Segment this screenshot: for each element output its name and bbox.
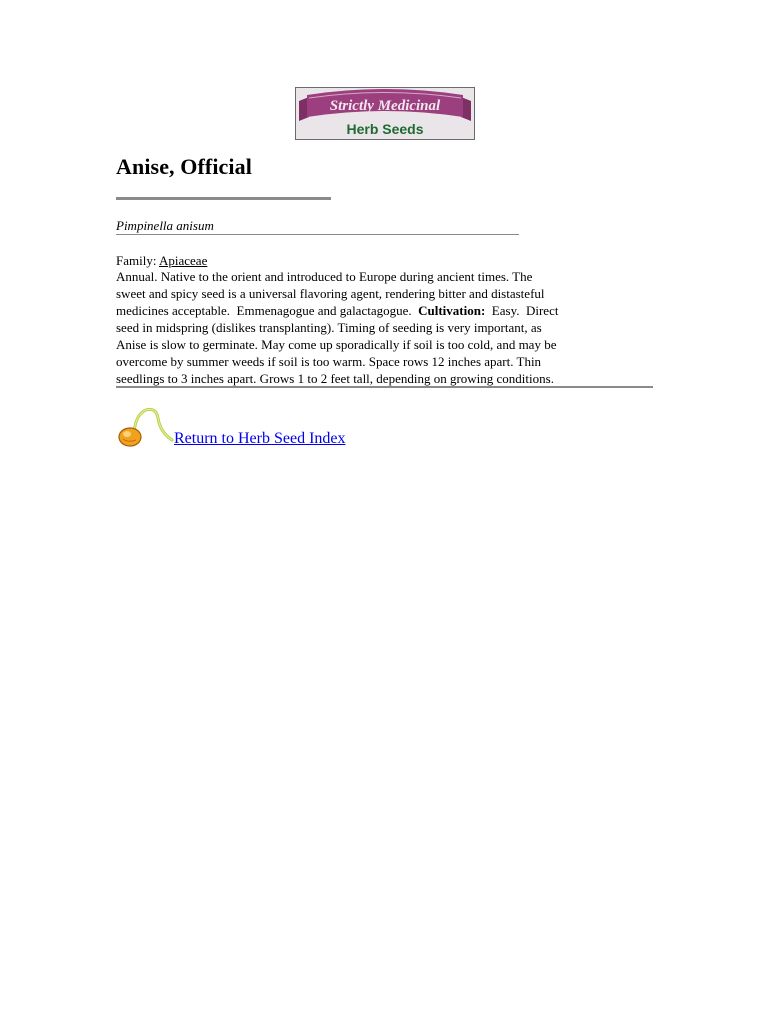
plant-description — [116, 268, 656, 387]
logo-bottom-text: Herb Seeds — [346, 121, 424, 137]
description-line: sweet and spicy seed is a universal flavoring agent, rendering bitter and distasteful — [116, 286, 545, 301]
return-nav — [116, 404, 346, 450]
cultivation-label: Cultivation: — [418, 303, 486, 318]
family-label: Family: — [116, 253, 157, 268]
return-to-index-link[interactable]: Return to Herb Seed Index — [174, 430, 346, 447]
description-line: seedlings to 3 inches apart. Grows 1 to 2 feet tall, depending on growing conditions. — [116, 371, 554, 386]
page-title: Anise, Official — [116, 154, 252, 179]
latin-name: Pimpinella anisum — [116, 218, 214, 233]
sprouting-seed-icon[interactable] — [116, 406, 174, 450]
description-line: overcome by summer weeds if soil is too warm. Space rows 12 inches apart. Thin — [116, 354, 542, 369]
description-line: Anise is slow to germinate. May come up sporadically if soil is too cold, and may be — [116, 337, 557, 352]
description-divider — [116, 386, 653, 388]
description-text: medicines acceptable. Emmenagogue and galactagogue. — [116, 303, 419, 318]
logo-top-text: Strictly Medicinal — [329, 98, 441, 114]
description-text: Easy. Direct — [485, 303, 559, 318]
description-line — [116, 302, 656, 319]
description-line: seed in midspring (dislikes transplanting). Timing of seeding is very important, as — [116, 320, 542, 335]
strictly-medicinal-logo — [295, 87, 475, 140]
description-line: Annual. Native to the orient and introduced to Europe during ancient times. The — [116, 269, 533, 284]
latin-name-divider — [116, 234, 519, 235]
family-value: Apiaceae — [159, 253, 208, 268]
family-line — [116, 253, 207, 269]
title-divider — [116, 197, 331, 200]
